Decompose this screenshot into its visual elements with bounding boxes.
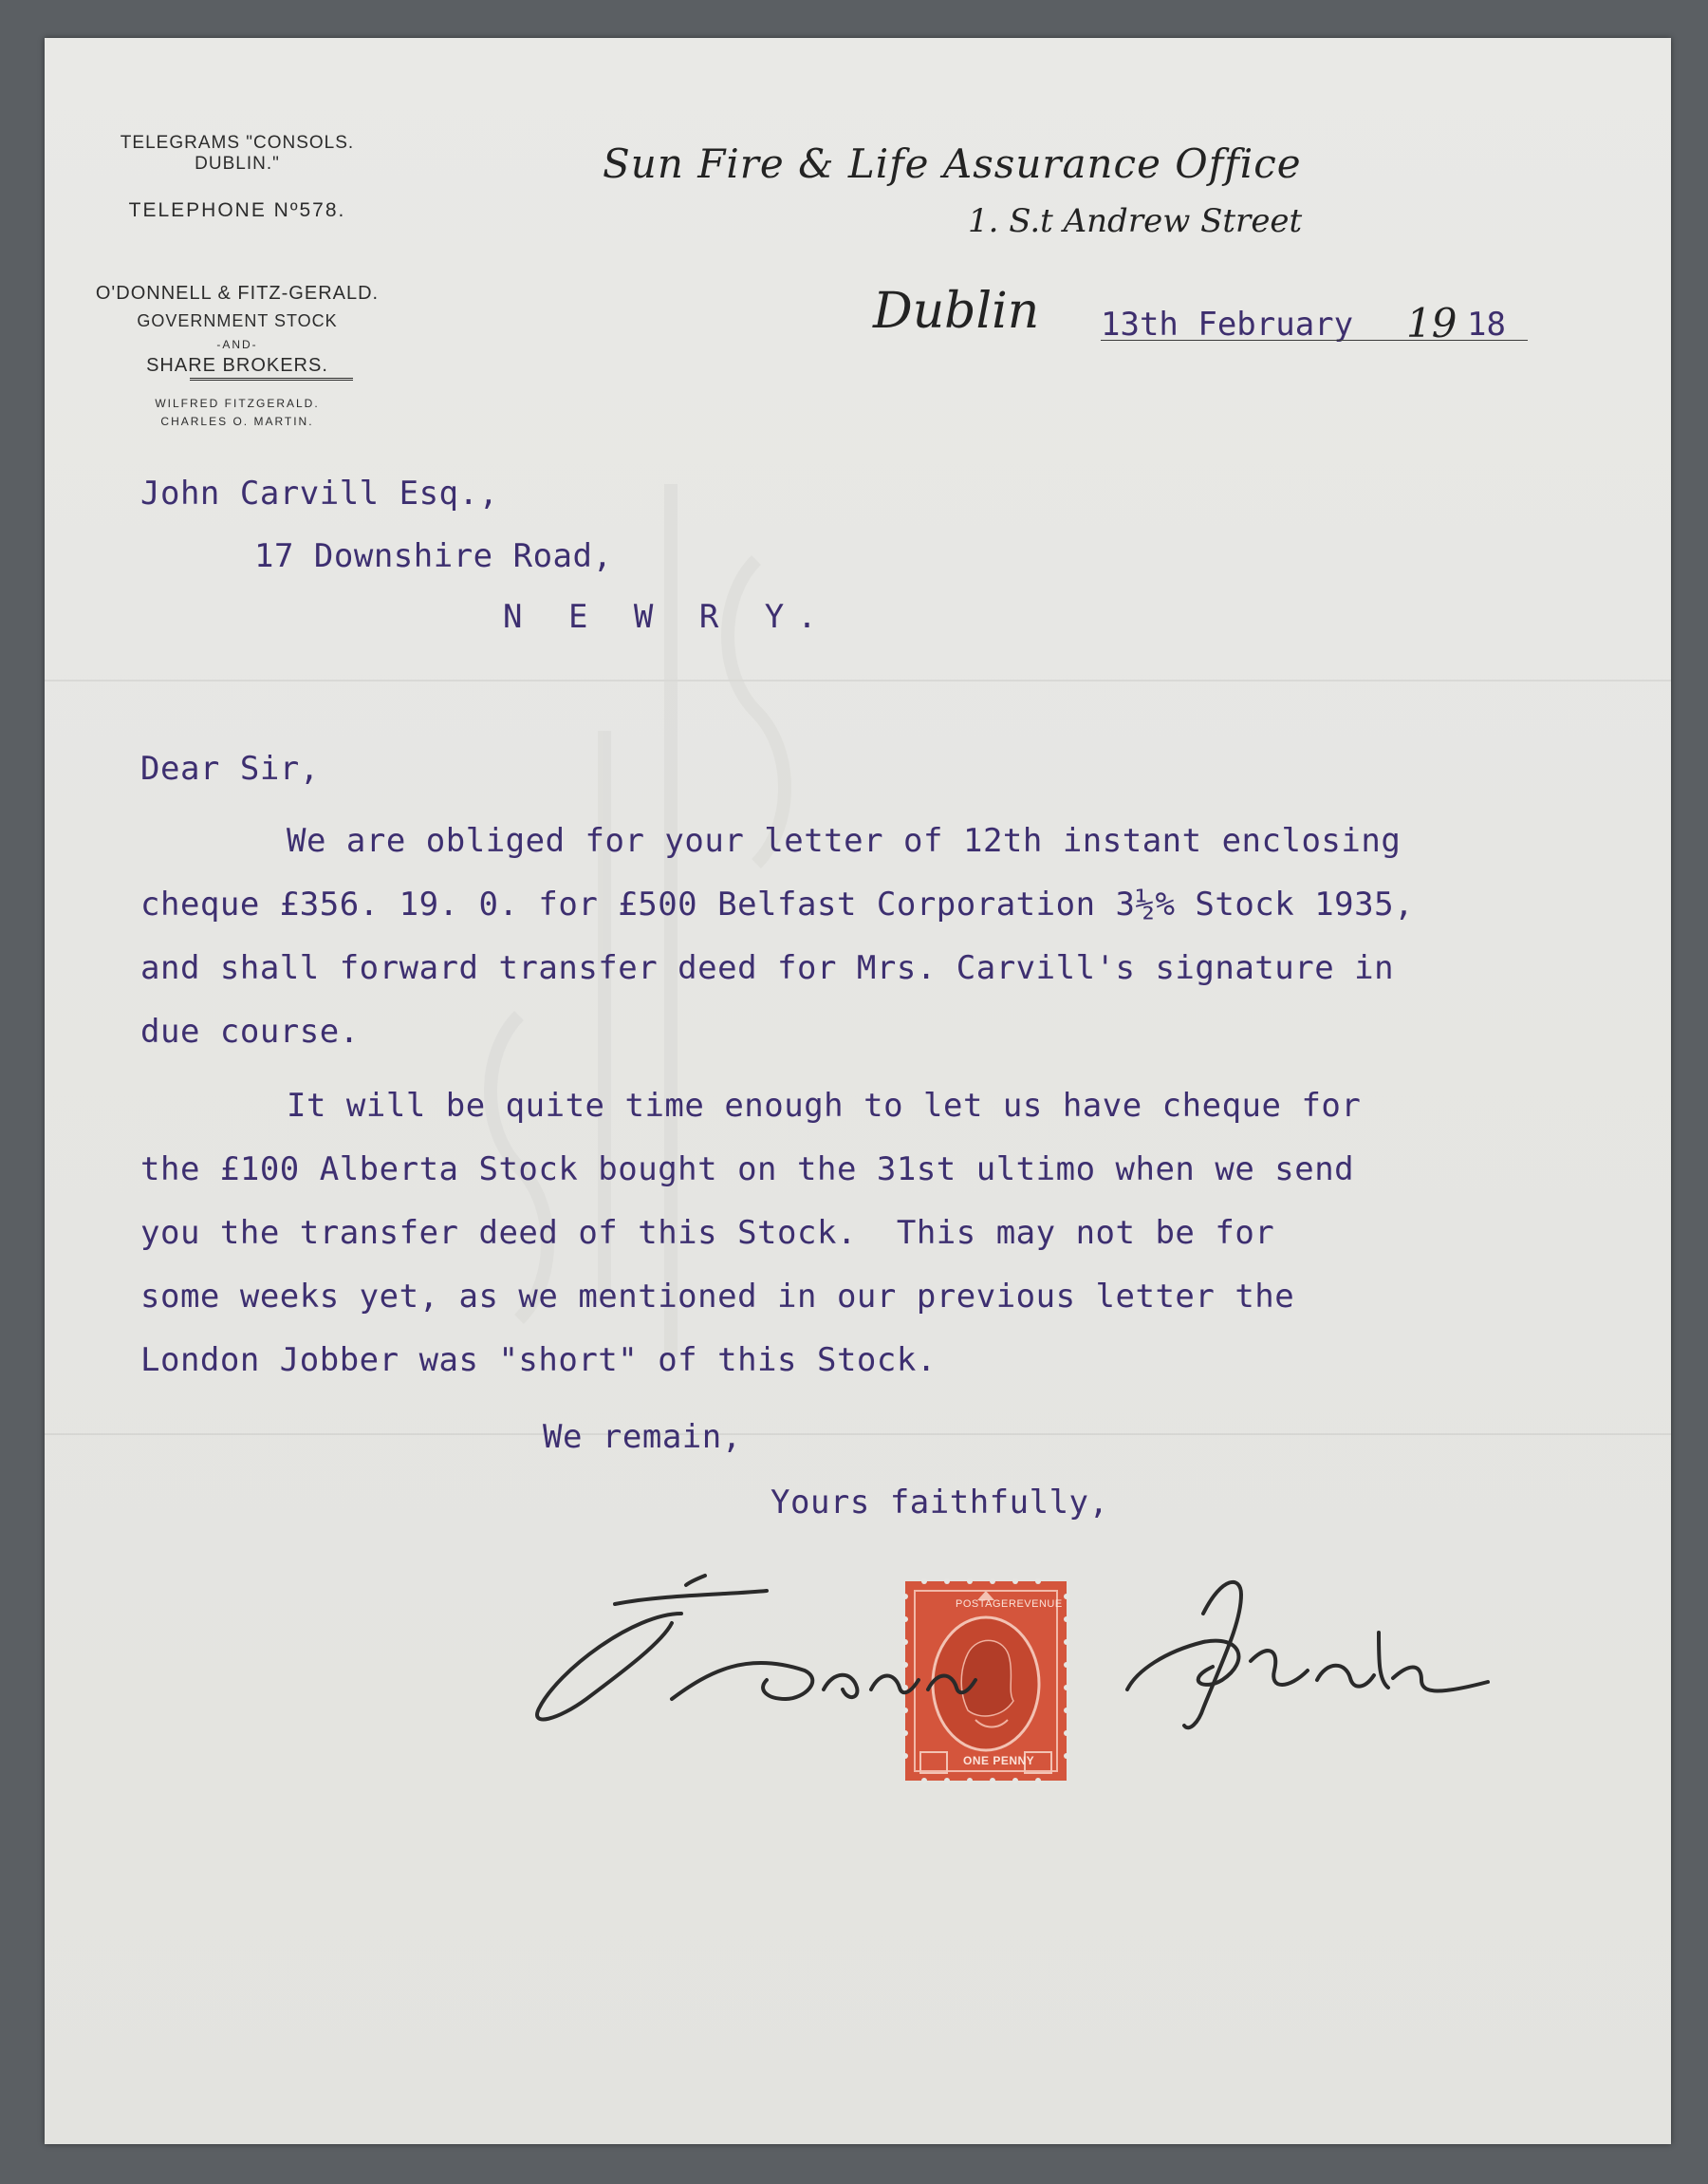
salutation: Dear Sir, — [140, 750, 320, 788]
fold-line — [45, 1433, 1671, 1435]
letterhead-firm-name: O'DONNELL & FITZ-GERALD. — [95, 283, 380, 304]
signature — [520, 1557, 1497, 1746]
body-line: some weeks yet, as we mentioned in our previous letter the — [140, 1278, 1295, 1316]
stamp-label-postage: POSTAGE — [956, 1598, 1009, 1610]
letterhead-partner-1: WILFRED FITZGERALD. — [155, 397, 320, 410]
body-line: It will be quite time enough to let us have cheque for — [287, 1087, 1362, 1125]
letterhead-rule — [190, 378, 353, 381]
fold-line — [45, 680, 1671, 681]
body-line: London Jobber was "short" of this Stock. — [140, 1341, 937, 1379]
recipient-street: 17 Downshire Road, — [254, 537, 613, 575]
body-line: cheque £356. 19. 0. for £500 Belfast Corporation 3½% Stock 1935, — [140, 886, 1415, 924]
date-day-month: 13th February — [1101, 306, 1354, 344]
date-underline — [1101, 340, 1528, 341]
recipient-town: N E W R Y. — [503, 598, 830, 636]
letterhead-telegrams: TELEGRAMS "CONSOLS. DUBLIN." — [120, 133, 355, 174]
closing-remain: We remain, — [543, 1418, 742, 1456]
body-line: We are obliged for your letter of 12th instant enclosing — [287, 822, 1402, 860]
body-line: the £100 Alberta Stock bought on the 31st ultimo when we send — [140, 1150, 1355, 1188]
date-year-printed: 19 — [1406, 300, 1457, 346]
letterhead-city: Dublin — [873, 283, 1040, 340]
letterhead-government-stock: GOVERNMENT STOCK — [137, 311, 338, 330]
date-year-typed: 18 — [1467, 306, 1506, 344]
body-line: due course. — [140, 1013, 360, 1051]
body-line: you the transfer deed of this Stock. This may not be for — [140, 1214, 1275, 1252]
stamp-label-revenue: REVENUE — [1009, 1598, 1063, 1610]
stamp-label-value: ONE PENNY — [963, 1754, 1035, 1767]
body-line: and shall forward transfer deed for Mrs. Carvill's signature in — [140, 949, 1395, 987]
letterhead-partner-2: CHARLES O. MARTIN. — [160, 415, 314, 428]
letterhead-share-brokers: SHARE BROKERS. — [146, 355, 328, 376]
letterhead-telephone: TELEPHONE Nº578. — [128, 199, 346, 221]
closing-yours: Yours faithfully, — [770, 1484, 1109, 1521]
letterhead-street: 1. S.t Andrew Street — [968, 202, 1303, 240]
letterhead-office: Sun Fire & Life Assurance Office — [603, 140, 1302, 187]
recipient-name: John Carvill Esq., — [140, 475, 499, 513]
letterhead-and: -AND- — [216, 338, 258, 351]
